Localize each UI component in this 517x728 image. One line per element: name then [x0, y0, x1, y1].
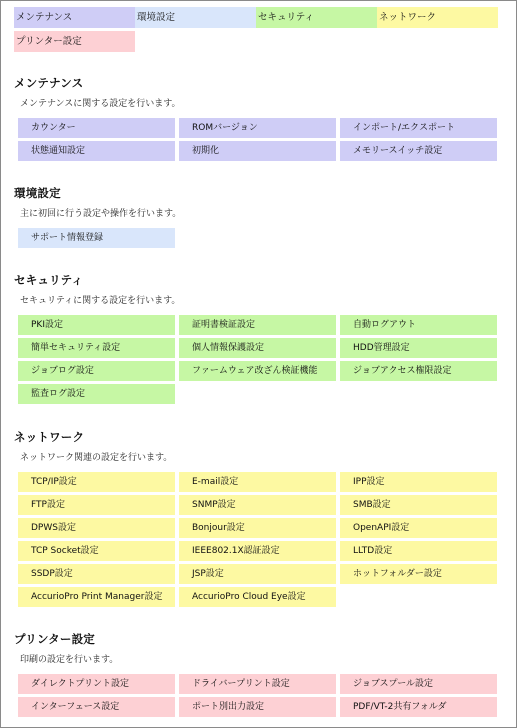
section-description: 印刷の設定を行います。	[20, 655, 119, 665]
menu-item[interactable]: JSP設定	[179, 564, 336, 584]
menu-item[interactable]: ファームウェア改ざん検証機能	[179, 361, 336, 381]
menu-item[interactable]: ジョブログ設定	[18, 361, 175, 381]
menu-item[interactable]: メモリースイッチ設定	[340, 141, 497, 161]
menu-item[interactable]: 監査ログ設定	[18, 384, 175, 404]
section-description: セキュリティに関する設定を行います。	[20, 296, 181, 306]
section-printer	[14, 630, 502, 712]
menu-item[interactable]: インポート/エクスポート	[340, 118, 497, 138]
menu-item[interactable]: IEEE802.1X認証設定	[179, 541, 336, 561]
menu-item[interactable]: 自動ログアウト	[340, 315, 497, 335]
menu-item[interactable]: TCP Socket設定	[18, 541, 175, 561]
menu-item[interactable]: TCP/IP設定	[18, 472, 175, 492]
menu-item[interactable]: 証明書検証設定	[179, 315, 336, 335]
section-maintenance	[14, 74, 502, 156]
menu-item[interactable]: ドライバープリント設定	[179, 674, 336, 694]
section-description: ネットワーク関連の設定を行います。	[20, 453, 173, 463]
section-title: プリンター設定	[14, 632, 95, 646]
menu-item[interactable]: インターフェース設定	[18, 697, 175, 717]
menu-item[interactable]: PDF/VT-2共有フォルダ	[340, 697, 497, 717]
menu-item[interactable]: 初期化	[179, 141, 336, 161]
tab-printer[interactable]: プリンター設定	[14, 31, 135, 52]
menu-item[interactable]: SNMP設定	[179, 495, 336, 515]
menu-item[interactable]: LLTD設定	[340, 541, 497, 561]
tab-security[interactable]: セキュリティ	[256, 7, 377, 28]
menu-item[interactable]: DPWS設定	[18, 518, 175, 538]
network-menu	[18, 472, 503, 607]
menu-item[interactable]: ダイレクトプリント設定	[18, 674, 175, 694]
menu-item[interactable]: 簡単セキュリティ設定	[18, 338, 175, 358]
section-title: ネットワーク	[14, 430, 85, 444]
menu-item[interactable]: 個人情報保護設定	[179, 338, 336, 358]
section-network	[14, 428, 502, 602]
menu-item[interactable]: ホットフォルダー設定	[340, 564, 497, 584]
tab-network[interactable]: ネットワーク	[377, 7, 498, 28]
menu-item[interactable]: ROMバージョン	[179, 118, 336, 138]
printer-menu	[18, 674, 503, 717]
menu-item[interactable]: SMB設定	[340, 495, 497, 515]
menu-item[interactable]: Bonjour設定	[179, 518, 336, 538]
tab-environment[interactable]: 環境設定	[135, 7, 256, 28]
menu-item[interactable]: SSDP設定	[18, 564, 175, 584]
security-menu	[18, 315, 503, 404]
menu-item[interactable]: カウンター	[18, 118, 175, 138]
section-title: メンテナンス	[14, 76, 84, 90]
section-description: 主に初回に行う設定や操作を行います。	[20, 209, 182, 219]
tab-maintenance[interactable]: メンテナンス	[14, 7, 135, 28]
section-security	[14, 271, 502, 399]
menu-item[interactable]: AccurioPro Cloud Eye設定	[179, 587, 336, 607]
menu-item[interactable]: HDD管理設定	[340, 338, 497, 358]
menu-item[interactable]: PKI設定	[18, 315, 175, 335]
menu-item[interactable]: ジョブアクセス権限設定	[340, 361, 497, 381]
menu-item[interactable]: E-mail設定	[179, 472, 336, 492]
section-description: メンテナンスに関する設定を行います。	[20, 99, 181, 109]
section-environment	[14, 184, 502, 243]
menu-item[interactable]: 状態通知設定	[18, 141, 175, 161]
section-title: セキュリティ	[14, 273, 84, 287]
section-title: 環境設定	[14, 186, 61, 200]
menu-item[interactable]: OpenAPI設定	[340, 518, 497, 538]
menu-item[interactable]: ポート別出力設定	[179, 697, 336, 717]
menu-item[interactable]: FTP設定	[18, 495, 175, 515]
maintenance-menu	[18, 118, 503, 161]
menu-item[interactable]: AccurioPro Print Manager設定	[18, 587, 175, 607]
menu-item[interactable]: サポート情報登録	[18, 228, 175, 248]
environment-menu	[18, 228, 503, 248]
menu-item[interactable]: IPP設定	[340, 472, 497, 492]
menu-item[interactable]: ジョブスプール設定	[340, 674, 497, 694]
